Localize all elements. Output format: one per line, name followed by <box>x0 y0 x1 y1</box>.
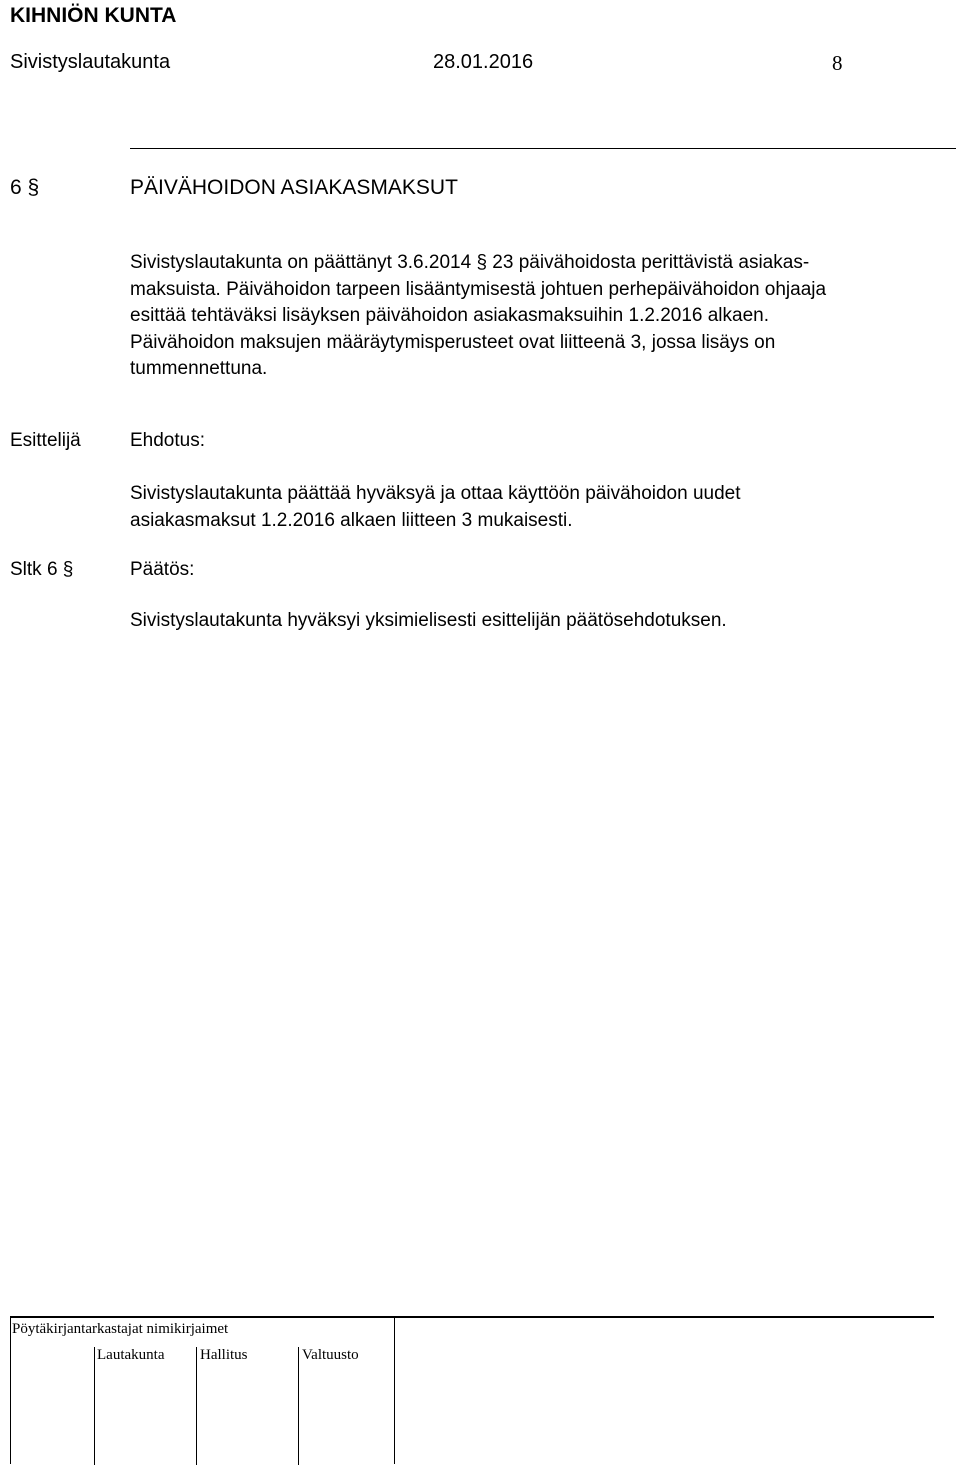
footer-column-government: Hallitus <box>200 1347 248 1363</box>
section-number-value: 6 <box>10 176 22 199</box>
committee-name: Sivistyslautakunta <box>10 51 171 73</box>
body-line: tummennettuna. <box>130 358 268 379</box>
footer-column-divider <box>298 1347 299 1465</box>
decision-text: Sivistyslautakunta hyväksyi yksimielisesti esittelijän päätösehdotuksen. <box>130 610 727 631</box>
proposal-line: asiakasmaksut 1.2.2016 alkaen liitteen 3 mukaisesti. <box>130 509 573 531</box>
presenter-label: Esittelijä <box>10 430 81 451</box>
page-number: 8 <box>832 51 843 75</box>
section-body <box>130 250 930 383</box>
proposal-text <box>130 481 930 534</box>
body-line: maksuista. Päivähoidon tarpeen lisääntymisestä johtuen perhepäivähoidon ohjaaja <box>130 278 827 300</box>
footer-column-council: Valtuusto <box>302 1347 359 1363</box>
proposal-line: Sivistyslautakunta päättää hyväksyä ja ottaa käyttöön päivähoidon uudet <box>130 483 741 504</box>
header-divider <box>130 148 956 149</box>
signature-box-label: Pöytäkirjantarkastajat nimikirjaimet <box>12 1321 229 1337</box>
section-title: PÄIVÄHOIDON ASIAKASMAKSUT <box>130 176 458 199</box>
decision-heading: Päätös: <box>130 559 195 580</box>
footer-column-divider <box>94 1347 95 1465</box>
body-line: esittää tehtäväksi lisäyksen päivähoidon asiakasmaksuihin 1.2.2016 alkaen. <box>130 305 770 326</box>
municipality-name: KIHNIÖN KUNTA <box>10 4 177 27</box>
signature-box <box>10 1317 395 1464</box>
case-reference: Sltk 6 § <box>10 559 74 580</box>
body-line: Sivistyslautakunta on päättänyt 3.6.2014 § 23 päivähoidosta perittävistä asiakas- <box>130 252 810 273</box>
body-line: Päivähoidon maksujen määräytymisperusteet ovat liitteenä 3, jossa lisäys on <box>130 331 776 353</box>
footer-column-divider <box>196 1347 197 1465</box>
section-number: 6 § <box>10 176 40 199</box>
meeting-date: 28.01.2016 <box>433 51 534 73</box>
footer-column-board: Lautakunta <box>97 1347 165 1363</box>
proposal-heading: Ehdotus: <box>130 430 205 451</box>
